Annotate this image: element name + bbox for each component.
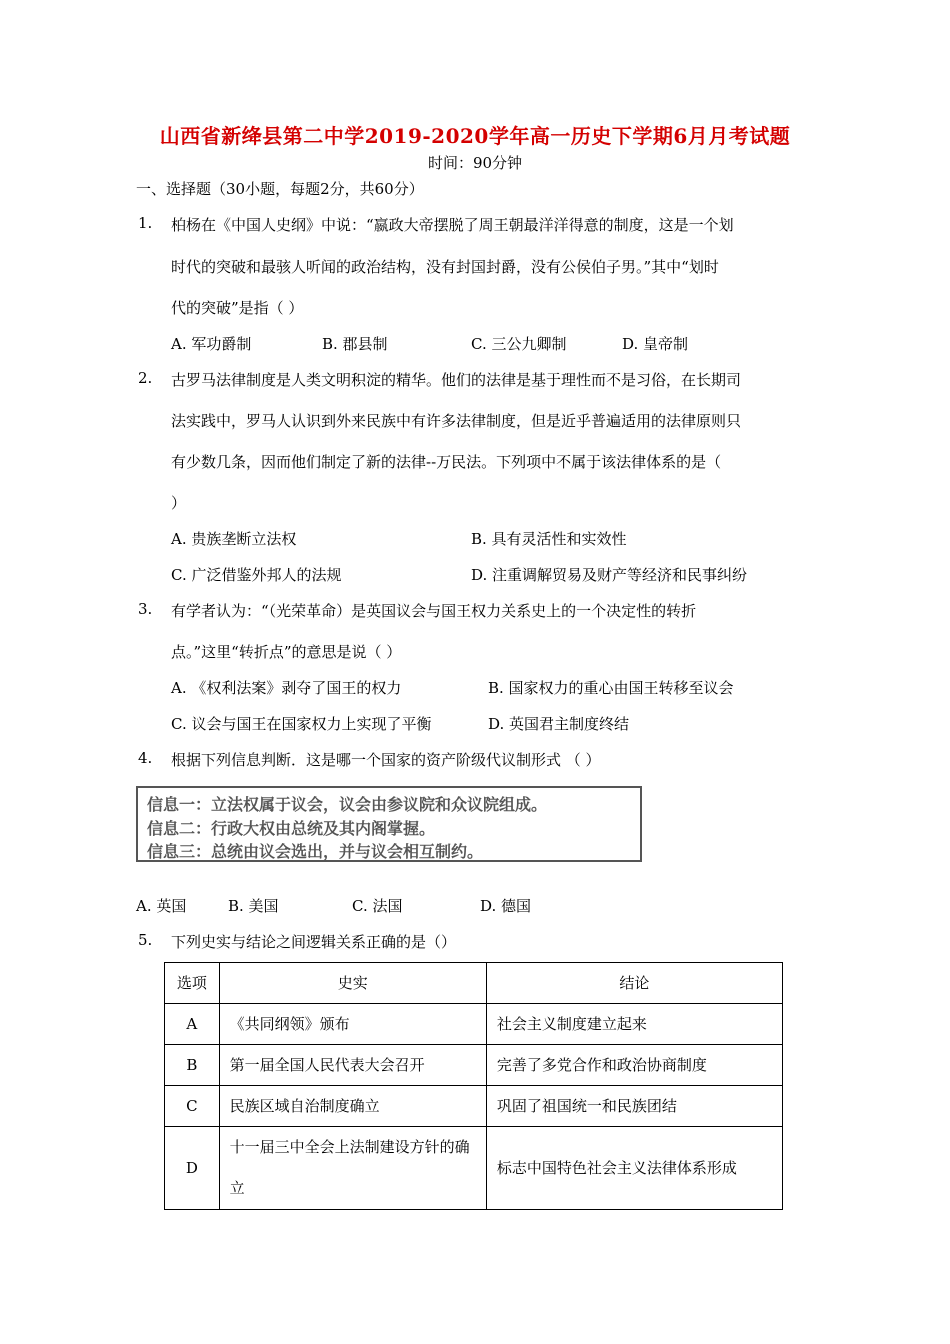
table-cell: 《共同纲领》颁布 [219, 1004, 486, 1045]
question-text-line: 有少数几条，因而他们制定了新的法律--万民法。下列项中不属于该法律体系的是（ [171, 453, 722, 471]
table-cell: D [165, 1127, 220, 1210]
option-b[interactable]: B. 美国 [228, 897, 279, 915]
table-cell: C [165, 1086, 220, 1127]
table-cell: 民族区域自治制度确立 [219, 1086, 486, 1127]
table-row [165, 1045, 783, 1086]
column-header: 史实 [219, 963, 486, 1004]
question-number: 3. [138, 600, 153, 618]
table-cell: 巩固了祖国统一和民族团结 [486, 1086, 782, 1127]
question-text-line: 古罗马法律制度是人类文明积淀的精华。他们的法律是基于理性而不是习俗，在长期司 [171, 371, 742, 389]
option-c[interactable]: C. 议会与国王在国家权力上实现了平衡 [171, 715, 432, 733]
answer-table [164, 962, 783, 1210]
option-d[interactable]: D. 皇帝制 [622, 335, 689, 353]
option-b[interactable]: B. 国家权力的重心由国王转移至议会 [488, 679, 734, 697]
option-c[interactable]: C. 法国 [352, 897, 403, 915]
table-cell: 第一届全国人民代表大会召开 [219, 1045, 486, 1086]
table-cell: A [165, 1004, 220, 1045]
option-d[interactable]: D. 注重调解贸易及财产等经济和民事纠纷 [471, 566, 748, 584]
table-cell: B [165, 1045, 220, 1086]
question-text-line: 根据下列信息判断．这是哪一个国家的资产阶级代议制形式 （ ） [171, 751, 601, 769]
info-line: 信息一：立法权属于议会，议会由参议院和众议院组成。 [147, 795, 548, 814]
info-line: 信息三：总统由议会选出，并与议会相互制约。 [147, 842, 484, 861]
info-line: 信息二：行政大权由总统及其内阁掌握。 [147, 819, 436, 838]
section-heading: 一、选择题（30小题，每题2分，共60分） [136, 180, 424, 198]
question-number: 1. [138, 214, 153, 232]
question-text-line: 有学者认为：“（光荣革命）是英国议会与国王权力关系史上的一个决定性的转折 [171, 602, 697, 620]
question-text-line: 柏杨在《中国人史纲》中说：“嬴政大帝摆脱了周王朝最洋洋得意的制度，这是一个划 [171, 216, 734, 234]
option-b[interactable]: B. 郡县制 [322, 335, 388, 353]
table-cell: 十一届三中全会上法制建设方针的确立 [219, 1127, 486, 1210]
option-a[interactable]: A. 贵族垄断立法权 [171, 530, 297, 548]
question-text-line: 代的突破”是指（ ） [171, 299, 304, 317]
table-cell: 标志中国特色社会主义法律体系形成 [486, 1127, 782, 1210]
question-number: 4. [138, 749, 153, 767]
question-text-line: ） [171, 494, 187, 512]
table-cell: 社会主义制度建立起来 [486, 1004, 782, 1045]
option-a[interactable]: A. 英国 [136, 897, 187, 915]
option-b[interactable]: B. 具有灵活性和实效性 [471, 530, 627, 548]
table-cell: 完善了多党合作和政治协商制度 [486, 1045, 782, 1086]
table-row [165, 1086, 783, 1127]
option-a[interactable]: A. 《权利法案》剥夺了国王的权力 [171, 679, 402, 697]
column-header: 选项 [165, 963, 220, 1004]
question-number: 2. [138, 369, 153, 387]
question-text-line: 法实践中，罗马人认识到外来民族中有许多法律制度，但是近乎普遍适用的法律原则只 [171, 412, 742, 430]
question-text-line: 时代的突破和最骇人听闻的政治结构，没有封国封爵，没有公侯伯子男。”其中“划时 [171, 258, 719, 276]
option-a[interactable]: A. 军功爵制 [171, 335, 252, 353]
option-d[interactable]: D. 德国 [480, 897, 532, 915]
column-header: 结论 [486, 963, 782, 1004]
question-text-line: 点。”这里“转折点”的意思是说（ ） [171, 643, 402, 661]
question-text-line: 下列史实与结论之间逻辑关系正确的是（） [171, 933, 457, 951]
option-d[interactable]: D. 英国君主制度终结 [488, 715, 630, 733]
table-row [165, 1127, 783, 1210]
table-row [165, 1004, 783, 1045]
exam-time: 时间：90分钟 [427, 154, 523, 172]
exam-title: 山西省新绛县第二中学2019-2020学年高一历史下学期6月月考试题 [159, 124, 791, 148]
info-box [136, 786, 642, 862]
option-c[interactable]: C. 三公九卿制 [471, 335, 567, 353]
option-c[interactable]: C. 广泛借鉴外邦人的法规 [171, 566, 342, 584]
question-number: 5. [138, 931, 153, 949]
table-header-row [165, 963, 783, 1004]
